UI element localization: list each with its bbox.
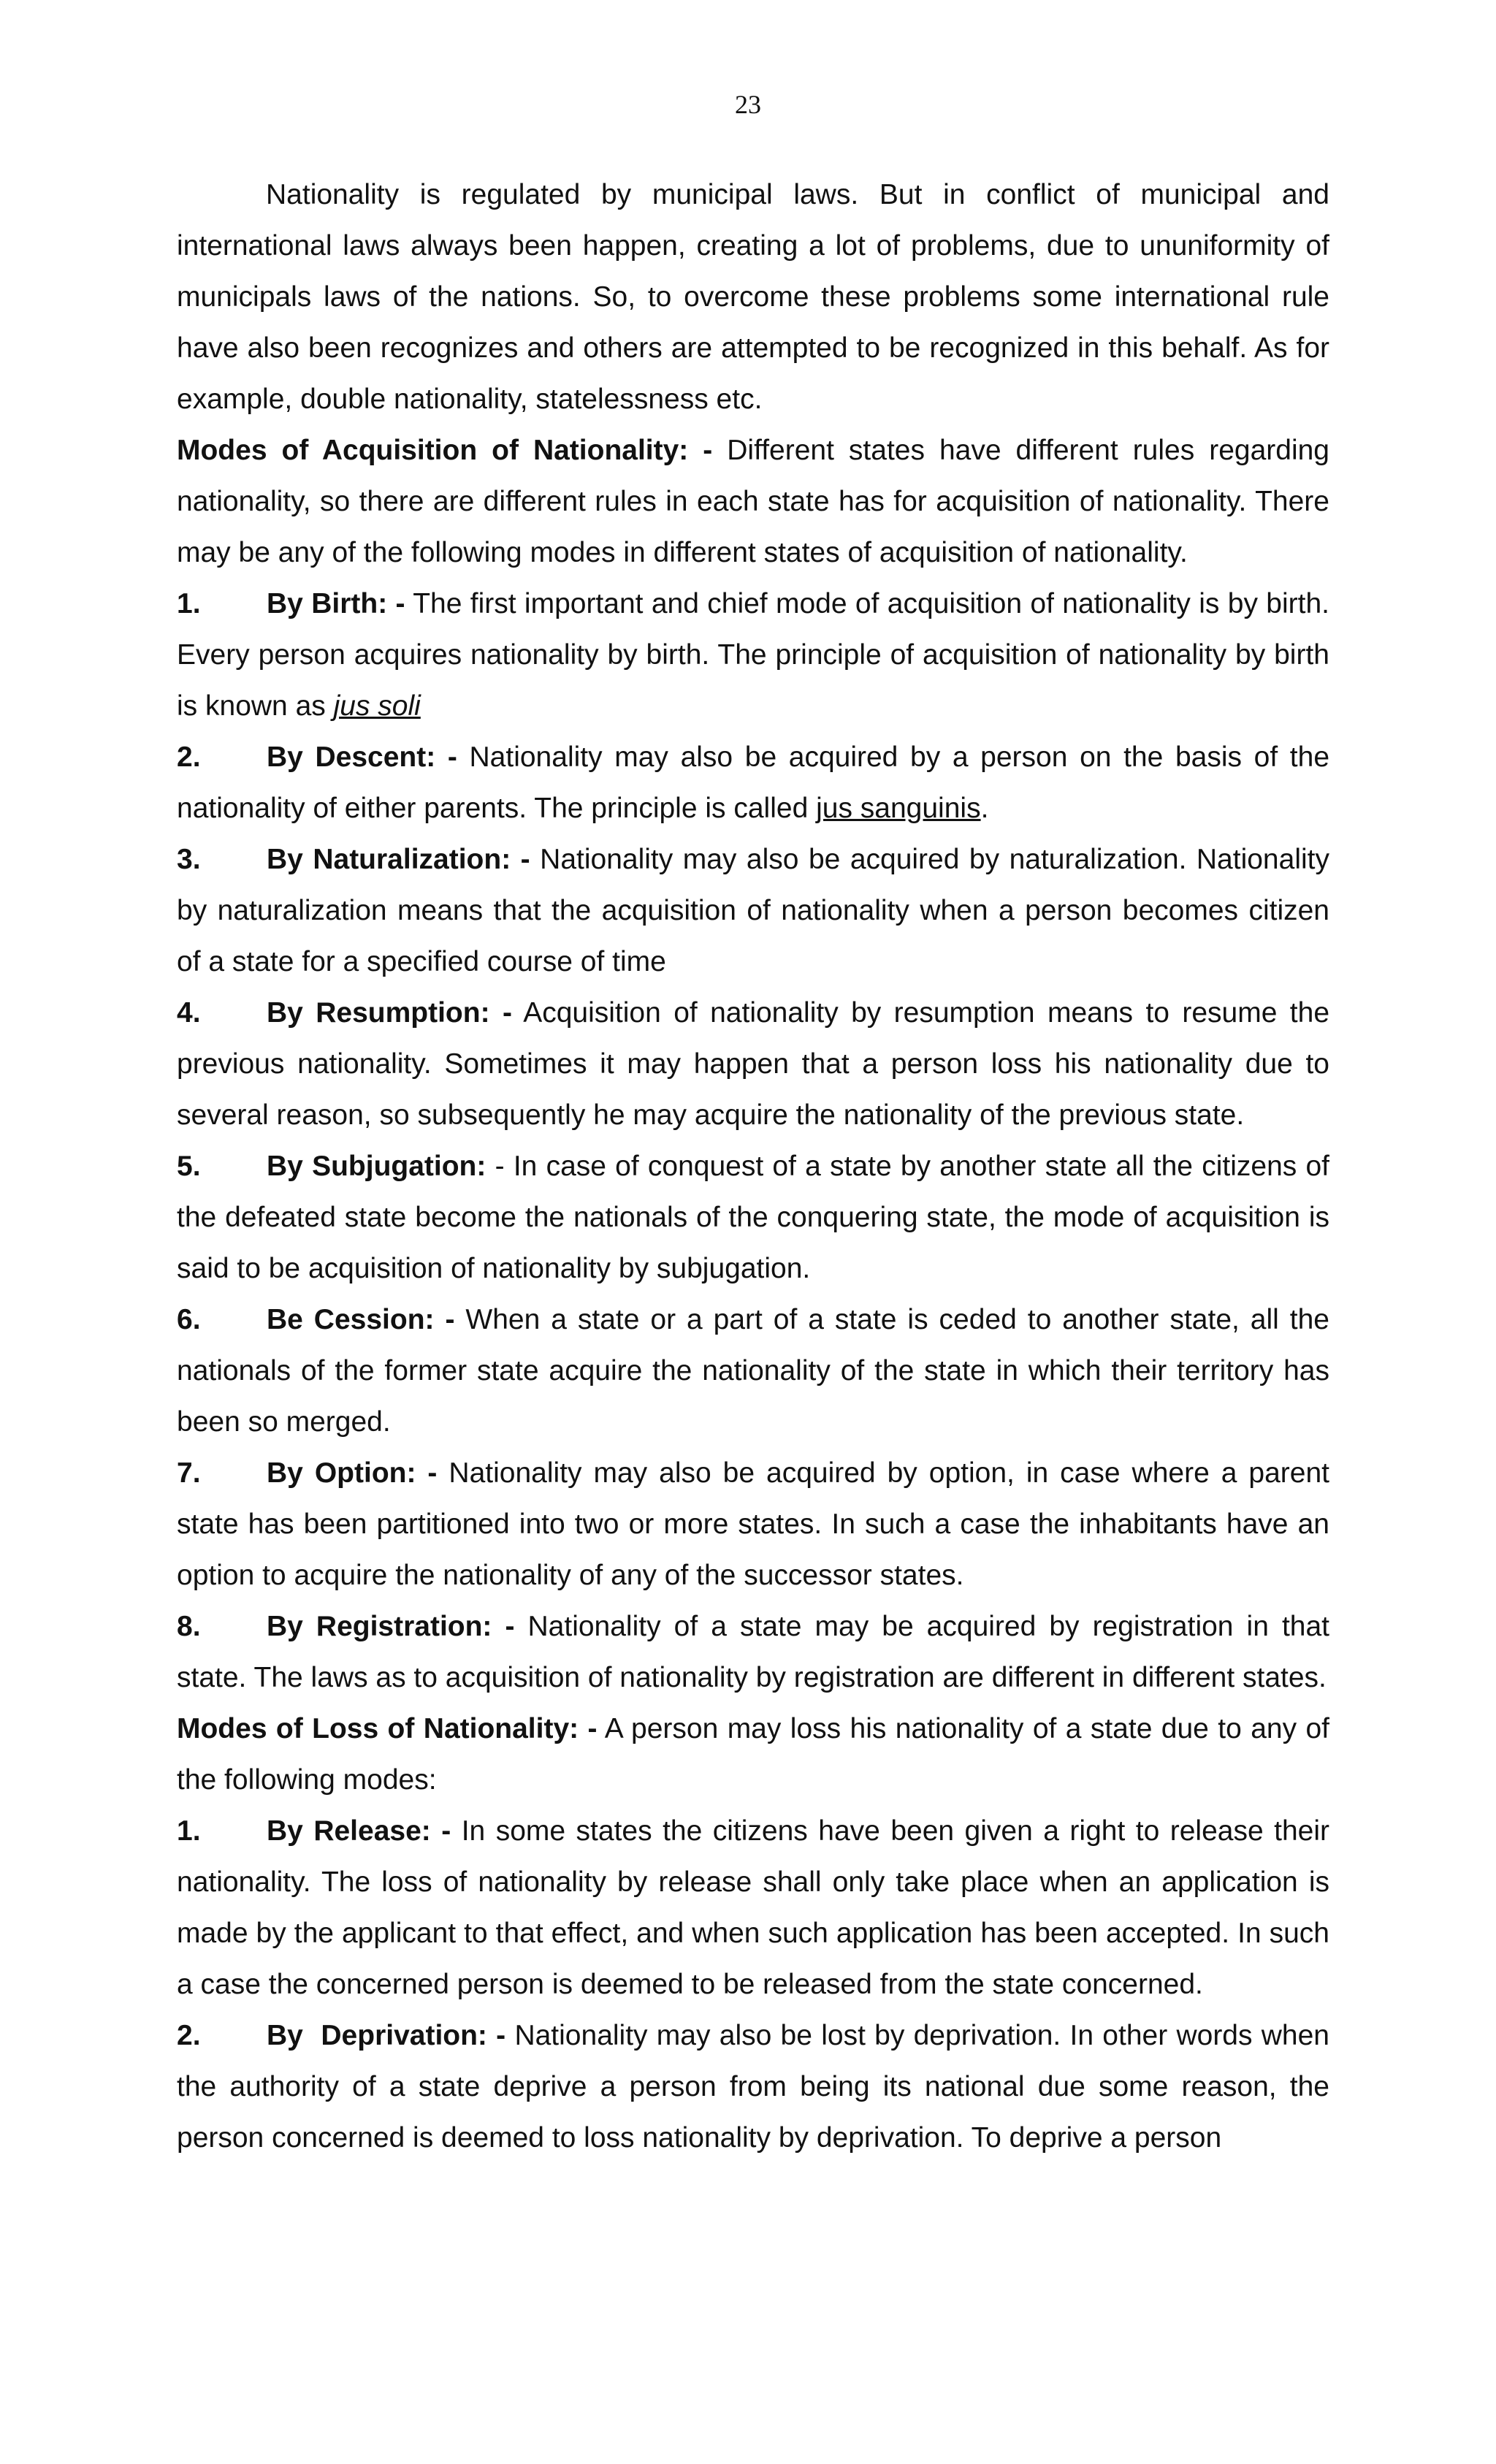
acquisition-section-paragraph bbox=[177, 425, 1329, 579]
item-number: 7. bbox=[177, 1457, 201, 1489]
document-body bbox=[177, 169, 1329, 2164]
item-number: 8. bbox=[177, 1611, 201, 1642]
loss-section-paragraph bbox=[177, 1704, 1329, 1806]
item-text: In some states the citizens have been given a right to release their nationality. The loss of nationality by release shall only take place when an application is made by the applicant to that effect, and when such application has been accepted. In such a case the concerned person is deemed to be released from the state concerned. bbox=[177, 1815, 1330, 2000]
acquisition-intro-text: Different states have different rules regarding nationality, so there are different rules in each state has for acquisition of nationality. There may be any of the following modes in different states of acquisition of nationality. bbox=[177, 435, 1329, 568]
item-text: - In case of conquest of a state by another state all the citizens of the defeated state become the nationals of the conquering state, the mode of acquisition is said to be acquisition of nationality by subjugation. bbox=[177, 1151, 1330, 1284]
acquisition-item-descent bbox=[177, 732, 1329, 834]
acquisition-item-cession bbox=[177, 1294, 1329, 1448]
item-number: 2. bbox=[177, 2020, 201, 2051]
item-number: 4. bbox=[177, 997, 201, 1029]
item-text: Nationality of a state may be acquired by registration in that state. The laws as to acquisition of nationality by registration are different in different states. bbox=[177, 1611, 1329, 1693]
item-number: 6. bbox=[177, 1304, 201, 1335]
acquisition-item-resumption bbox=[177, 988, 1329, 1141]
item-text: Nationality may also be acquired by a person on the basis of the nationality of either parents. The principle is called bbox=[177, 741, 1330, 824]
item-text-end: . bbox=[980, 793, 989, 824]
item-title: By Naturalization: - bbox=[267, 844, 530, 875]
acquisition-heading: Modes of Acquisition of Nationality: - bbox=[177, 435, 713, 466]
item-text: Nationality may also be acquired by option, in case where a parent state has been partitioned into two or more states. In such a case the inhabitants have an option to acquire the nationality of any of the successor states. bbox=[177, 1457, 1329, 1591]
item-text: Acquisition of nationality by resumption means to resume the previous nationality. Sometimes it may happen that a person loss his nationality due to several reason, so subsequently he may acquire the nationality of the previous state. bbox=[177, 997, 1330, 1131]
item-title: By Descent: - bbox=[267, 741, 457, 773]
intro-paragraph: Nationality is regulated by municipal laws. But in conflict of municipal and international laws always been happen, creating a lot of problems, due to ununiformity of municipals laws of the nations. So, to overcome these problems some international rule have also been recognizes and others are attempted to be recognized in this behalf. As for example, double nationality, statelessness etc. bbox=[177, 179, 1329, 415]
item-title: By Resumption: - bbox=[267, 997, 512, 1029]
item-title: By Subjugation: bbox=[267, 1151, 486, 1182]
item-title: By Deprivation: - bbox=[267, 2020, 506, 2051]
item-title: By Registration: - bbox=[267, 1611, 515, 1642]
acquisition-item-registration bbox=[177, 1601, 1329, 1704]
page-number: 23 bbox=[735, 90, 761, 119]
item-number: 5. bbox=[177, 1151, 201, 1182]
item-number: 2. bbox=[177, 741, 201, 773]
acquisition-item-option bbox=[177, 1448, 1329, 1601]
item-text: When a state or a part of a state is ceded to another state, all the nationals of the former state acquire the nationality of the state in which their territory has been so merged. bbox=[177, 1304, 1329, 1438]
loss-item-deprivation bbox=[177, 2010, 1329, 2164]
item-text: The first important and chief mode of acquisition of nationality is by birth. Every person acquires nationality by birth. The principle of acquisition of nationality by birth is known as bbox=[177, 588, 1329, 722]
loss-item-release bbox=[177, 1806, 1329, 2010]
item-number: 1. bbox=[177, 1815, 201, 1847]
item-title: By Birth: - bbox=[267, 588, 405, 619]
item-title: By Option: - bbox=[267, 1457, 438, 1489]
item-number: 3. bbox=[177, 844, 201, 875]
acquisition-item-subjugation bbox=[177, 1141, 1329, 1294]
item-title: Be Cession: - bbox=[267, 1304, 455, 1335]
term-jus-soli: jus soli bbox=[333, 690, 421, 722]
item-number: 1. bbox=[177, 588, 201, 619]
loss-heading: Modes of Loss of Nationality: - bbox=[177, 1713, 598, 1744]
term-jus-sanguinis: jus sanguinis bbox=[816, 793, 981, 824]
item-text: Nationality may also be lost by deprivation. In other words when the authority of a state deprive a person from being its national due some reason, the person concerned is deemed to loss nationality by deprivation. To deprive a person bbox=[177, 2020, 1329, 2154]
item-title: By Release: - bbox=[267, 1815, 451, 1847]
item-text: Nationality may also be acquired by naturalization. Nationality by naturalization means that the acquisition of nationality when a person becomes citizen of a state for a specified course of time bbox=[177, 844, 1329, 977]
loss-intro-text: A person may loss his nationality of a state due to any of the following modes: bbox=[177, 1713, 1330, 1796]
acquisition-item-birth bbox=[177, 579, 1329, 732]
acquisition-item-naturalization bbox=[177, 834, 1329, 988]
